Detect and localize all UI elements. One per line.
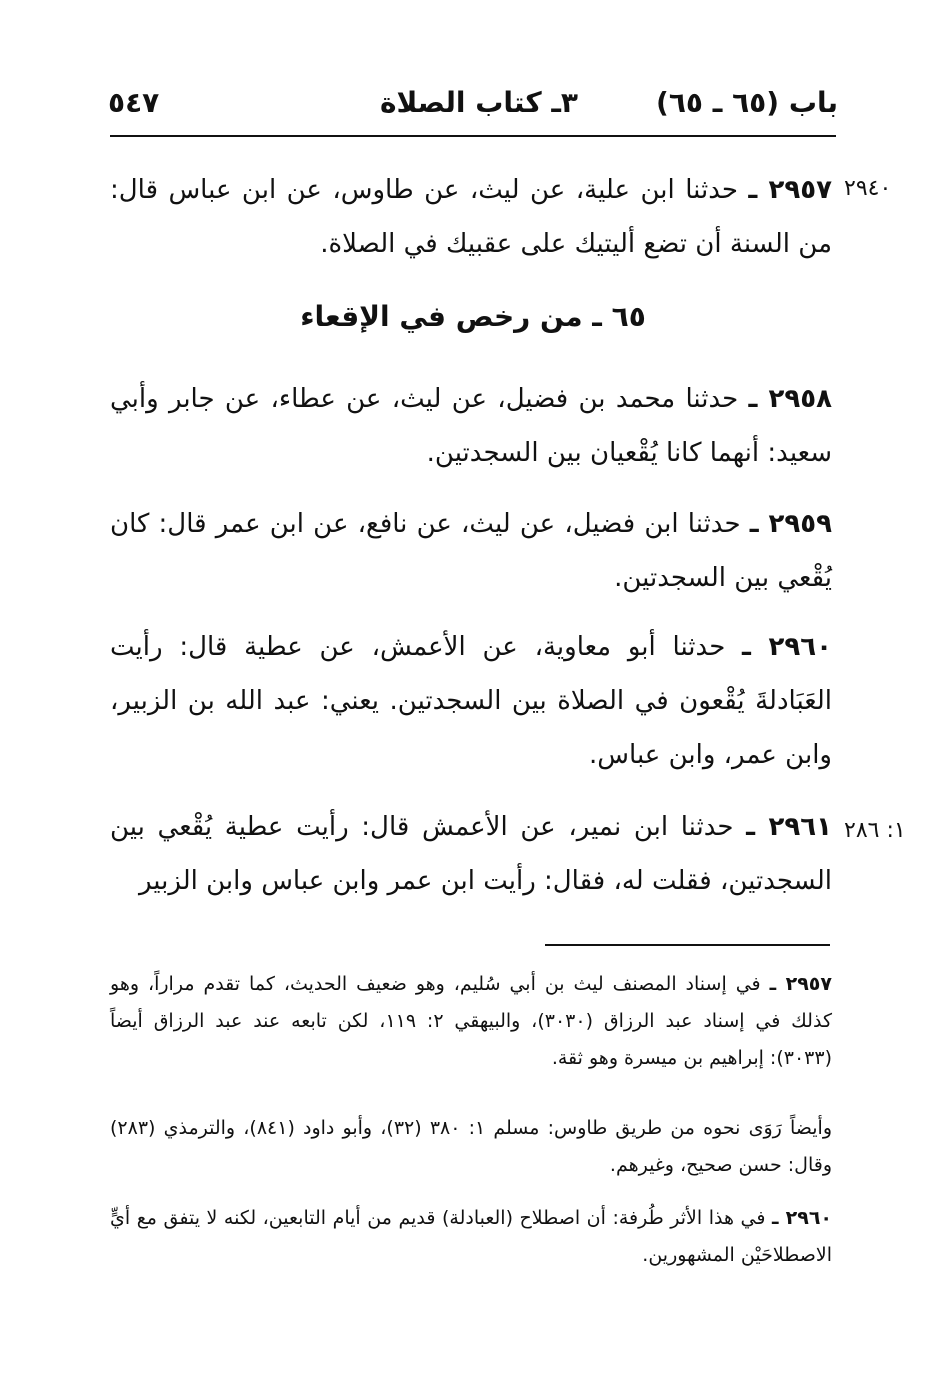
margin-note-volume-page: ١: ٢٨٦: [844, 818, 906, 843]
footnote-2957-continued: [110, 1110, 832, 1184]
hadith-2959: [110, 497, 832, 605]
footnote-number: ٢٩٥٧ ـ: [769, 973, 832, 995]
chapter-title: باب (٦٥ ـ ٦٥): [656, 86, 838, 119]
hadith-2961: [110, 800, 832, 908]
hadith-text: حدثنا ابن علية، عن ليث، عن طاوس، عن ابن عباس قال: من السنة أن تضع أليتيك على عقبيك في الصلاة.: [110, 175, 832, 259]
section-heading: ٦٥ ـ من رخص في الإقعاء: [300, 300, 646, 333]
hadith-2957: [110, 163, 832, 271]
header-rule: [110, 135, 836, 137]
hadith-number: ٢٩٥٩ ـ: [749, 509, 832, 539]
hadith-text: حدثنا محمد بن فضيل، عن ليث، عن عطاء، عن جابر وأبي سعيد: أنهما كانا يُقْعيان بين السجدتين.: [110, 384, 832, 468]
hadith-2960: [110, 620, 832, 782]
footnote-2960: [110, 1200, 832, 1274]
margin-note-2940: ٢٩٤٠: [844, 176, 892, 201]
page-number: ٥٤٧: [108, 86, 160, 119]
hadith-number: ٢٩٥٨ ـ: [748, 384, 832, 414]
footnote-text: وأيضاً رَوَى نحوه من طريق طاوس: مسلم ١: ٣٨٠ (٣٢)، وأبو داود (٨٤١)، والترمذي (٢٨٣) وقال: حسن صحيح، وغيرهم.: [110, 1117, 832, 1176]
hadith-text: حدثنا أبو معاوية، عن الأعمش، عن عطية قال: رأيت العَبَادلةَ يُقْعون في الصلاة بين السجدتين. يعني: عبد الله بن الزبير، وابن عمر، وابن عباس.: [110, 632, 832, 770]
hadith-number: ٢٩٥٧ ـ: [748, 175, 832, 205]
book-title: ٣ـ كتاب الصلاة: [380, 86, 579, 119]
footnote-2957: [110, 966, 832, 1077]
hadith-2958: [110, 372, 832, 480]
hadith-number: ٢٩٦١ ـ: [746, 812, 832, 842]
hadith-text: حدثنا ابن فضيل، عن ليث، عن نافع، عن ابن عمر قال: كان يُقْعي بين السجدتين.: [110, 509, 832, 593]
footnote-text: في إسناد المصنف ليث بن أبي سُليم، وهو ضعيف الحديث، كما تقدم مراراً، وهو كذلك في إسناد عبد الرزاق (٣٠٣٠)، والبيهقي ٢: ١١٩، لكن تابعه عند عبد الرزاق أيضاً (٣٠٣٣): إبراهيم بن ميسرة وهو ثقة.: [110, 973, 832, 1069]
footnote-text: في هذا الأثر طُرفة: أن اصطلاح (العبادلة) قديم من أيام التابعين، لكنه لا يتفق مع أيٍّ الاصطلاحَيْن المشهورين.: [110, 1207, 832, 1266]
footnote-number: ٢٩٦٠ ـ: [772, 1207, 833, 1229]
hadith-text: حدثنا ابن نمير، عن الأعمش قال: رأيت عطية يُقْعي بين السجدتين، فقلت له، فقال: رأيت ابن عمر وابن عباس وابن الزبير: [110, 812, 832, 896]
hadith-number: ٢٩٦٠ ـ: [742, 632, 832, 662]
footnote-rule: [545, 944, 830, 946]
